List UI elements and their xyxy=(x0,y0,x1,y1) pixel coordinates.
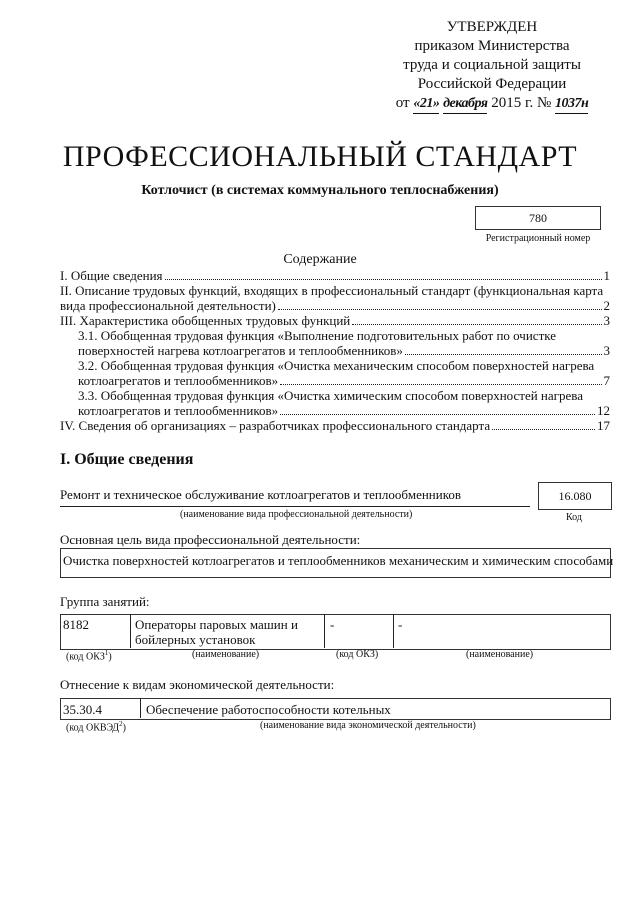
goal-label: Основная цель вида профессиональной деятельности: xyxy=(60,532,361,547)
approved-number: 1037н xyxy=(555,94,588,114)
toc-item-label-cont: котлоагрегатов и теплообменников» xyxy=(78,403,279,418)
toc-leader xyxy=(165,279,602,280)
document-title: ПРОФЕССИОНАЛЬНЫЙ СТАНДАРТ xyxy=(62,140,578,173)
section-heading: I. Общие сведения xyxy=(60,451,194,468)
table-divider xyxy=(130,614,131,648)
approved-line-3: труда и социальной защиты xyxy=(403,57,581,73)
approved-date-line xyxy=(392,94,592,114)
activity-caption: (наименование вида профессиональной деятельности) xyxy=(180,509,413,520)
approved-month: декабря xyxy=(443,94,487,114)
toc-leader xyxy=(405,354,602,355)
okved-name: Обеспечение работоспособности котельных xyxy=(146,702,391,717)
activity-code-caption: Код xyxy=(566,512,582,523)
table-divider xyxy=(393,614,394,648)
toc-item-3-3[interactable] xyxy=(60,388,610,418)
okz-code-1: 8182 xyxy=(63,617,89,632)
toc-page: 12 xyxy=(597,403,610,418)
toc-page: 7 xyxy=(603,373,610,388)
toc-item-iii[interactable] xyxy=(60,313,610,328)
approved-year: 2015 г. № xyxy=(491,95,552,111)
okved-name-caption: (наименование вида экономической деятельности) xyxy=(260,720,476,731)
toc-heading: Содержание xyxy=(283,252,357,267)
document-subtitle: Котлочист (в системах коммунального теплоснабжения) xyxy=(141,183,499,198)
toc-item-label-cont: вида профессиональной деятельности) xyxy=(60,298,276,313)
economic-activity-label: Отнесение к видам экономической деятельности: xyxy=(60,677,335,692)
toc-leader xyxy=(278,309,602,310)
toc-item-label: IV. Сведения об организациях – разработчиках профессионального стандарта xyxy=(60,418,491,433)
toc-item-label: 3.1. Обобщенная трудовая функция «Выполнение подготовительных работ по очистке xyxy=(78,328,557,343)
occupation-group-label: Группа занятий: xyxy=(60,594,150,609)
okz-caption-2: (код ОКЗ) xyxy=(336,649,379,660)
approved-line-2: приказом Министерства xyxy=(414,38,570,54)
toc-page: 1 xyxy=(603,268,610,283)
registration-number-box: 780 xyxy=(475,206,601,230)
activity-name: Ремонт и техническое обслуживание котлоагрегатов и теплообменников xyxy=(60,487,462,502)
occupation-name-2: - xyxy=(398,617,403,632)
toc-page: 3 xyxy=(603,313,610,328)
toc-leader xyxy=(280,384,601,385)
table-divider xyxy=(140,698,141,718)
toc-leader xyxy=(352,324,601,325)
toc-leader xyxy=(280,414,595,415)
name-caption-2: (наименование) xyxy=(466,649,534,660)
okved-code: 35.30.4 xyxy=(63,702,102,717)
toc-item-3-2[interactable] xyxy=(60,358,610,388)
occupation-name-1a: Операторы паровых машин и xyxy=(135,617,298,632)
approval-block xyxy=(392,18,592,114)
name-caption-1: (наименование) xyxy=(192,649,260,660)
registration-number-label: Регистрационный номер xyxy=(485,233,591,244)
toc-leader xyxy=(492,429,595,430)
toc-page: 3 xyxy=(603,343,610,358)
toc-item-label: II. Описание трудовых функций, входящих в профессиональный стандарт (функциональная карта xyxy=(60,283,604,298)
toc-item-iv[interactable] xyxy=(60,418,610,433)
goal-text: Очистка поверхностей котлоагрегатов и теплообменников механическим и химическим способами xyxy=(63,553,614,568)
activity-underline xyxy=(60,506,530,507)
approved-heading: УТВЕРЖДЕН xyxy=(446,19,538,35)
activity-code-box: 16.080 xyxy=(538,482,612,510)
toc-item-label: 3.3. Обобщенная трудовая функция «Очистка химическим способом поверхностей нагрева xyxy=(78,388,584,403)
table-divider xyxy=(324,614,325,648)
approved-day: «21» xyxy=(413,94,439,114)
okved-caption: (код ОКВЭД$^2$) xyxy=(66,720,126,734)
toc-item-label: 3.2. Обобщенная трудовая функция «Очистка механическим способом поверхностей нагрева xyxy=(78,358,595,373)
approved-from: от xyxy=(395,95,410,111)
occupation-name-1b: бойлерных установок xyxy=(135,632,256,647)
toc-page: 17 xyxy=(597,418,610,433)
toc-page: 2 xyxy=(603,298,610,313)
approved-line-4: Российской Федерации xyxy=(417,76,567,92)
table-of-contents xyxy=(60,268,610,433)
toc-item-label: III. Характеристика обобщенных трудовых функций xyxy=(60,313,351,328)
toc-item-label: I. Общие сведения xyxy=(60,268,163,283)
toc-item-3-1[interactable] xyxy=(60,328,610,358)
okz-caption-1: (код ОКЗ$^1$) xyxy=(66,649,112,663)
toc-item-i[interactable] xyxy=(60,268,610,283)
toc-item-ii[interactable] xyxy=(60,283,610,313)
toc-item-label-cont: поверхностей нагрева котлоагрегатов и теплообменников» xyxy=(78,343,403,358)
okz-code-2: - xyxy=(330,617,335,632)
toc-item-label-cont: котлоагрегатов и теплообменников» xyxy=(78,373,279,388)
